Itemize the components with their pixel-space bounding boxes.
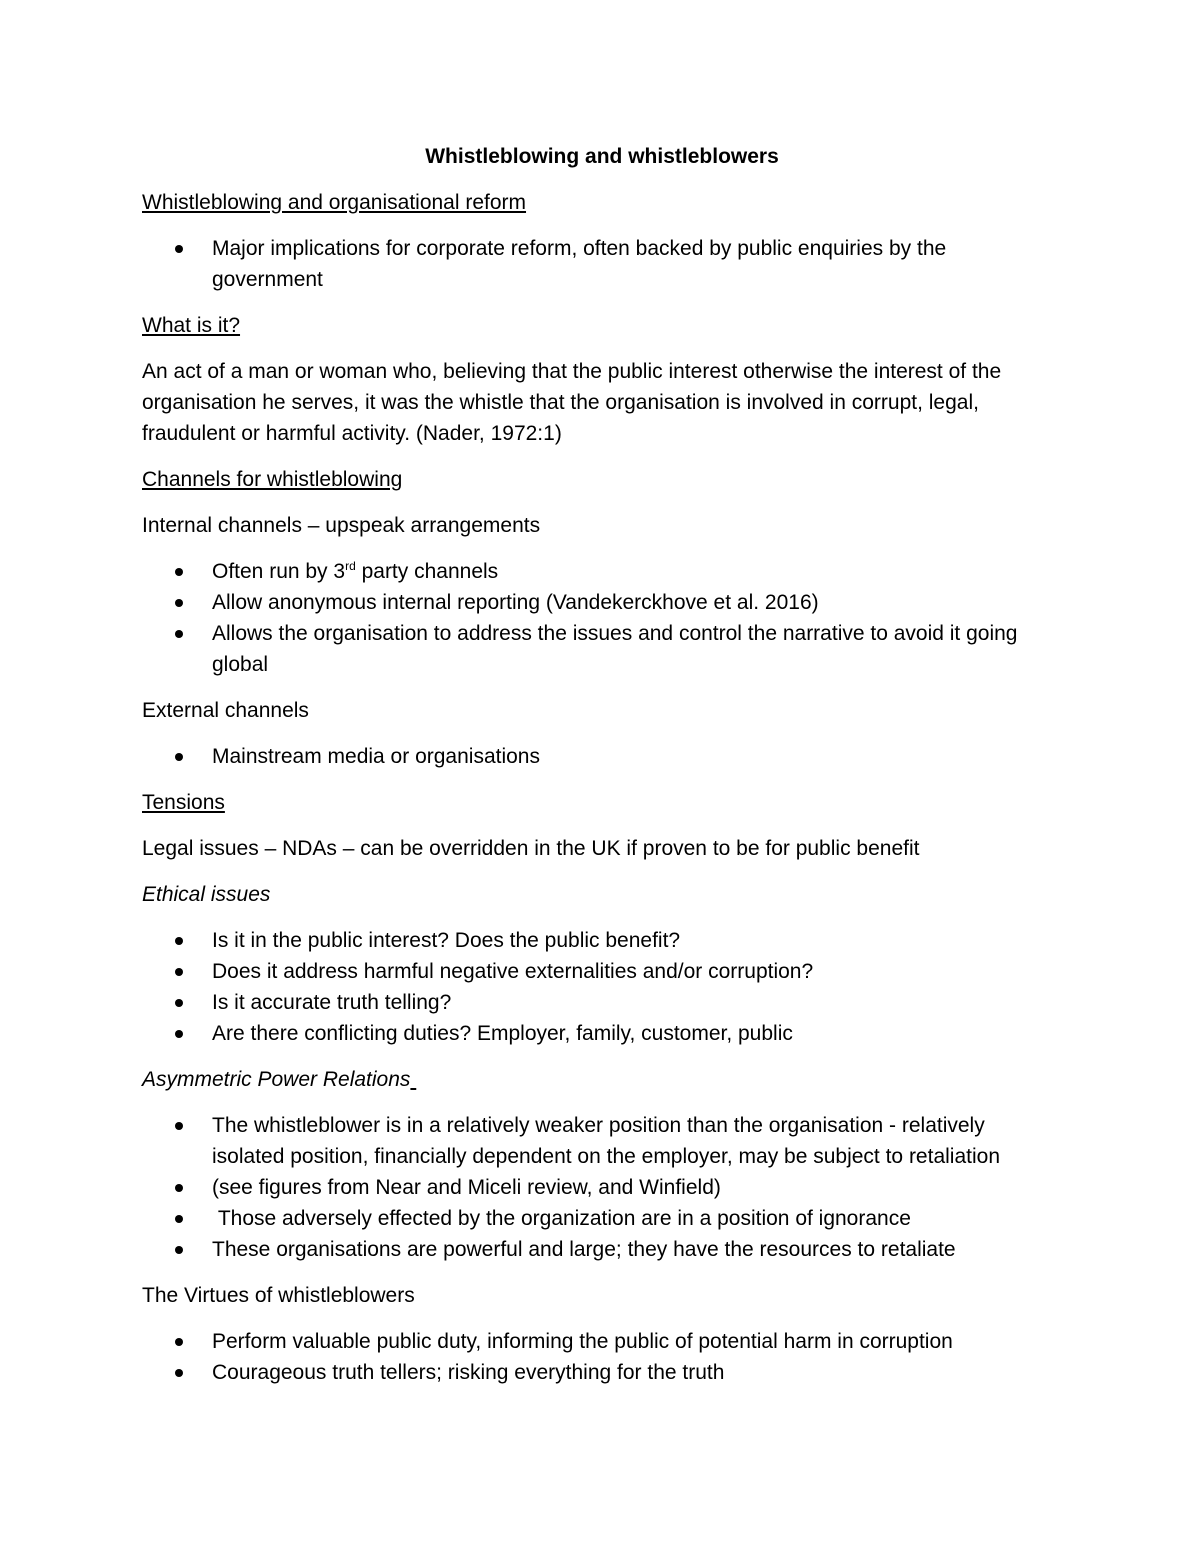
section-heading-tensions: Tensions [142, 791, 225, 814]
section-heading-what-is-it: What is it? [142, 314, 241, 337]
bullet-icon [175, 1122, 183, 1130]
power-relations-heading: Asymmetric Power Relations [142, 1064, 1062, 1095]
internal-bullet-list [142, 556, 1062, 680]
definition-paragraph: An act of a man or woman who, believing that the public interest otherwise the interest of the organisation he serves, it was the whistle that the organisation is involved in corrupt, legal, fraudulent or harmful activity. (Nader, 1972:1) [142, 360, 1002, 445]
list-item: Allow anonymous internal reporting (Vandekerckhove et al. 2016) [142, 587, 1062, 618]
bullet-icon [175, 1246, 183, 1254]
list-item: Often run by 3rd party channels [142, 556, 1062, 587]
bullet-icon [175, 1338, 183, 1346]
bullet-icon [175, 968, 183, 976]
document-title: Whistleblowing and whistleblowers [425, 145, 779, 168]
bullet-icon [175, 245, 183, 253]
bullet-icon [175, 999, 183, 1007]
bullet-icon [175, 1215, 183, 1223]
power-heading-trailing-underline [410, 1068, 416, 1091]
list-item: Major implications for corporate reform, often backed by public enquiries by the government [142, 233, 1062, 295]
ethical-bullet-list [142, 925, 1062, 1049]
section-heading-channels: Channels for whistleblowing [142, 468, 403, 491]
list-item: Are there conflicting duties? Employer, family, customer, public [142, 1018, 1062, 1049]
virtues-heading: The Virtues of whistleblowers [142, 1284, 415, 1307]
list-item: These organisations are powerful and large; they have the resources to retaliate [142, 1234, 1062, 1265]
bullet-icon [175, 599, 183, 607]
internal-channels-heading: Internal channels – upspeak arrangements [142, 514, 541, 537]
list-item: Courageous truth tellers; risking everything for the truth [142, 1357, 1062, 1388]
ethical-issues-heading: Ethical issues [142, 883, 271, 906]
list-item: Allows the organisation to address the issues and control the narrative to avoid it going global [142, 618, 1062, 680]
power-bullet-list [142, 1110, 1062, 1265]
bullet-icon [175, 937, 183, 945]
bullet-icon [175, 630, 183, 638]
list-item: Mainstream media or organisations [142, 741, 1062, 772]
section-heading-reform: Whistleblowing and organisational reform [142, 191, 527, 214]
list-item: Perform valuable public duty, informing the public of potential harm in corruption [142, 1326, 1062, 1357]
list-item: Is it in the public interest? Does the public benefit? [142, 925, 1062, 956]
list-item: The whistleblower is in a relatively weaker position than the organisation - relatively isolated position, financially dependent on the employer, may be subject to retaliation [142, 1110, 1062, 1172]
bullet-icon [175, 1030, 183, 1038]
document-body [142, 141, 1062, 1403]
virtues-bullet-list [142, 1326, 1062, 1388]
bullet-icon [175, 568, 183, 576]
bullet-icon [175, 753, 183, 761]
external-channels-heading: External channels [142, 699, 309, 722]
bullet-icon [175, 1184, 183, 1192]
legal-issues-line: Legal issues – NDAs – can be overridden in the UK if proven to be for public benefit [142, 837, 920, 860]
reform-bullet-list [142, 233, 1062, 295]
list-item: Is it accurate truth telling? [142, 987, 1062, 1018]
bullet-icon [175, 1369, 183, 1377]
list-item: (see figures from Near and Miceli review, and Winfield) [142, 1172, 1062, 1203]
list-item: Those adversely effected by the organization are in a position of ignorance [142, 1203, 1062, 1234]
external-bullet-list [142, 741, 1062, 772]
list-item: Does it address harmful negative externalities and/or corruption? [142, 956, 1062, 987]
